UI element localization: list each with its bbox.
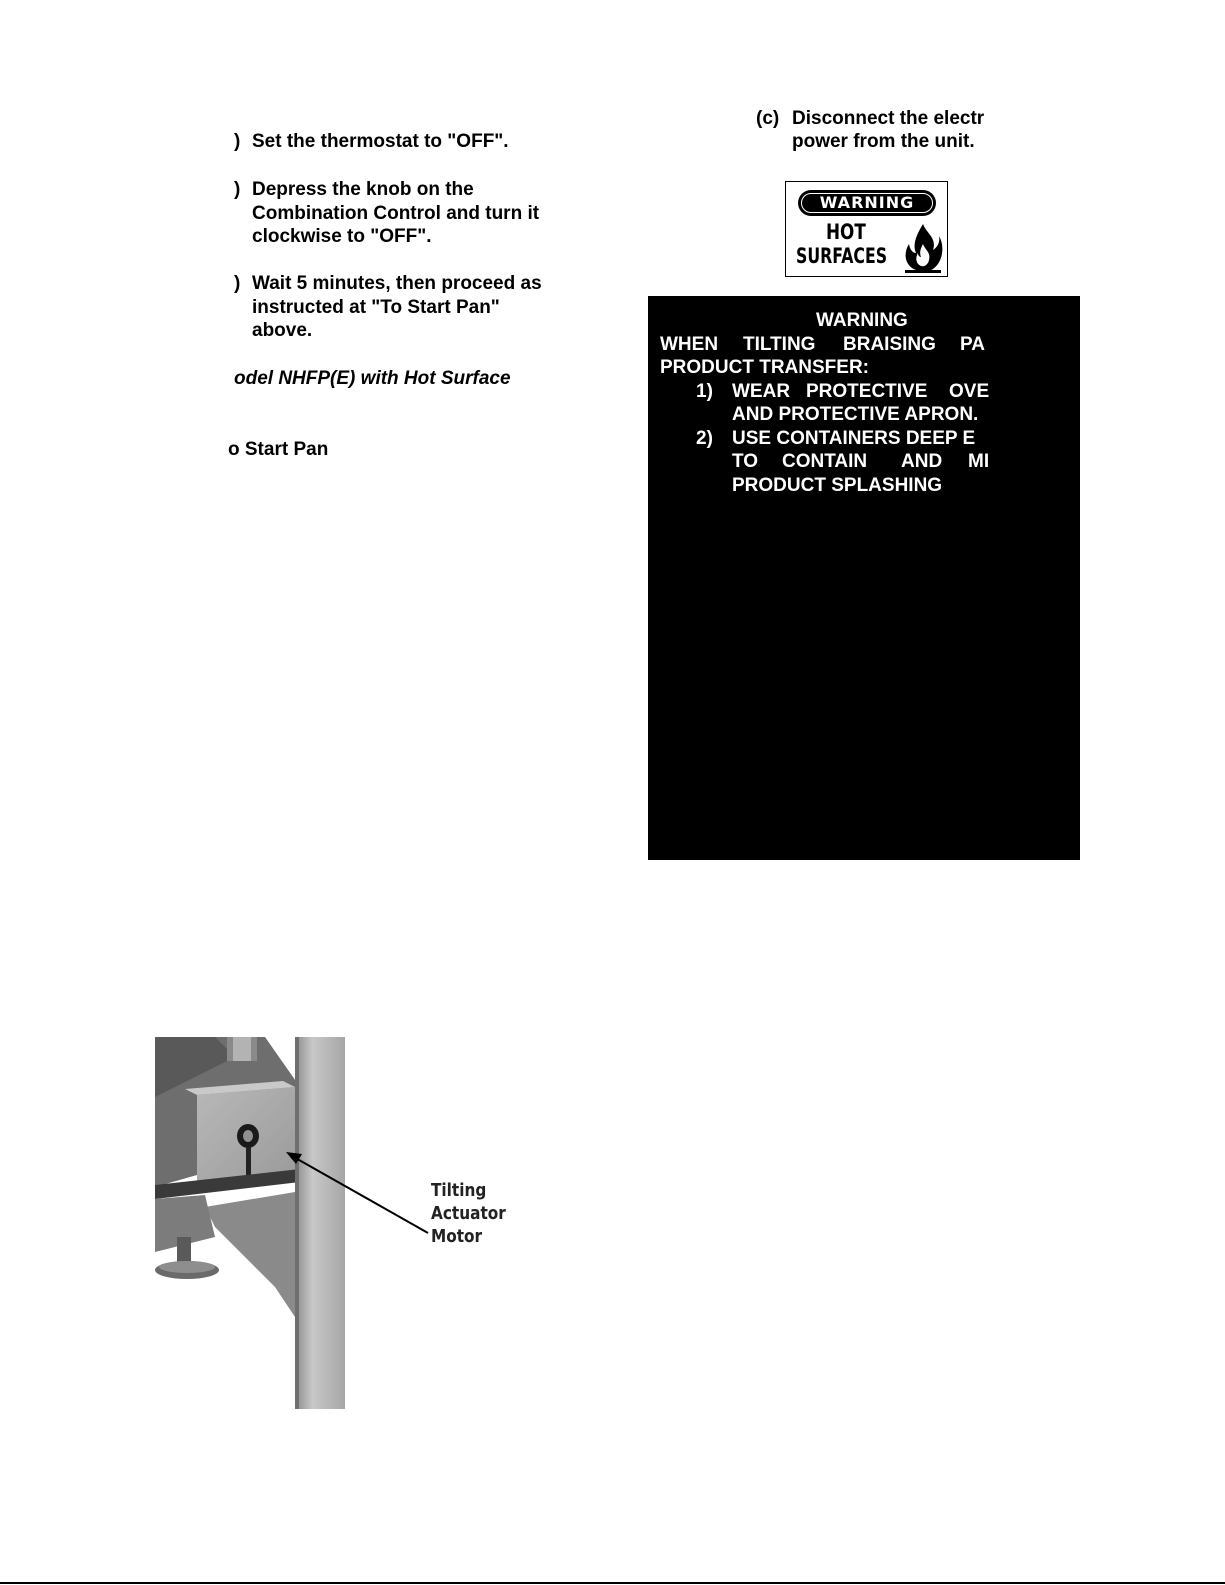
step-text-line: Wait 5 minutes, then proceed as — [252, 273, 542, 294]
step-text-line: Combination Control and turn it — [252, 203, 540, 224]
warning-item-word: TO — [732, 451, 759, 472]
warning-title: WARNING — [816, 310, 908, 331]
warning-item-word: PROTECTIVE — [806, 381, 928, 402]
step-c-line: power from the unit. — [792, 131, 975, 152]
warning-item-line: PRODUCT SPLASHING — [732, 475, 943, 496]
step-c-line: Disconnect the electr — [792, 108, 985, 129]
step-text-line: Set the thermostat to "OFF". — [252, 131, 509, 152]
step-marker: ) — [234, 273, 241, 294]
model-heading: odel NHFP(E) with Hot Surface — [234, 368, 511, 389]
warning-item-word: WEAR — [732, 381, 791, 402]
warning-item-line: AND PROTECTIVE APRON. — [732, 404, 979, 425]
warning-item-word: MI — [968, 451, 990, 472]
bottom-rule — [0, 1582, 1225, 1584]
warning-item-word: CONTAIN — [782, 451, 868, 472]
warning-item-number: 2) — [696, 428, 713, 449]
warning-intro-line: PRODUCT TRANSFER: — [660, 357, 869, 378]
figure-label-line: Tilting — [431, 1180, 487, 1201]
flame-icon — [903, 222, 943, 274]
figure-label-line: Actuator — [431, 1203, 506, 1224]
warning-item-line: USE CONTAINERS DEEP E — [732, 428, 976, 449]
sign-hot-text: HOT — [826, 220, 866, 244]
figure-label — [431, 1179, 506, 1248]
warning-intro-word: BRAISING — [843, 334, 936, 355]
sign-banner-text: WARNING — [801, 193, 933, 213]
step-marker: ) — [234, 131, 241, 152]
warning-item-word: AND — [901, 451, 943, 472]
warning-intro-word: WHEN — [660, 334, 719, 355]
warning-intro-word: TILTING — [743, 334, 816, 355]
step-text-line: above. — [252, 320, 313, 341]
start-pan-heading: o Start Pan — [228, 439, 329, 460]
step-marker: ) — [234, 179, 241, 200]
warning-item-word: OVE — [949, 381, 990, 402]
warning-item-number: 1) — [696, 381, 713, 402]
warning-box — [648, 296, 1080, 860]
callout-arrow-icon — [280, 1140, 440, 1240]
sign-banner — [798, 190, 936, 216]
step-text-line: clockwise to "OFF". — [252, 226, 432, 247]
hot-surfaces-sign — [785, 181, 948, 277]
step-text-line: Depress the knob on the — [252, 179, 474, 200]
figure-label-line: Motor — [431, 1226, 483, 1247]
step-c-marker: (c) — [756, 108, 780, 129]
sign-surfaces-text: SURFACES — [796, 244, 888, 268]
warning-intro-word: PA — [960, 334, 985, 355]
step-text-line: instructed at "To Start Pan" — [252, 297, 500, 318]
